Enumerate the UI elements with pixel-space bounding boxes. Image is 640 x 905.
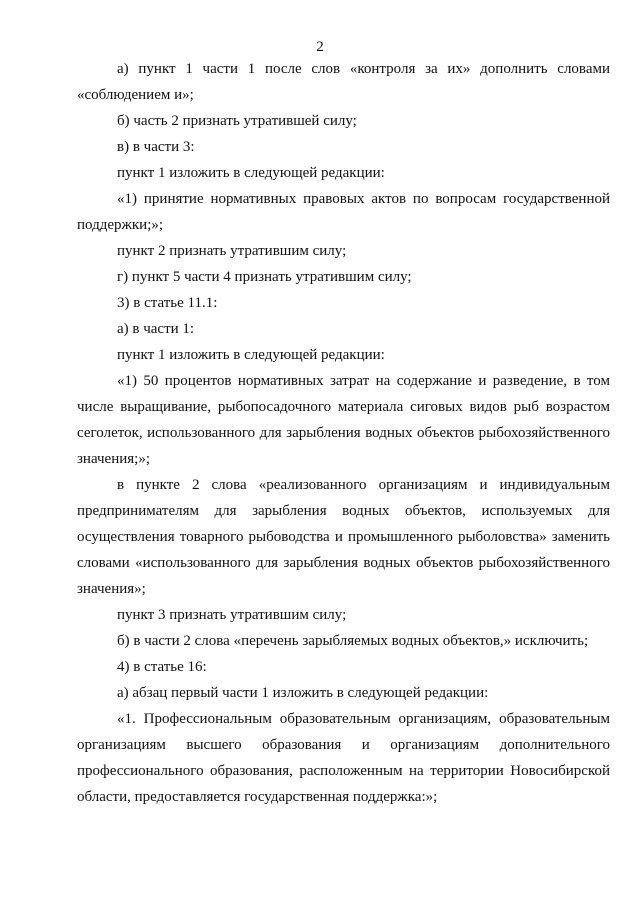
document-body <box>77 56 610 810</box>
paragraph: а) пункт 1 части 1 после слов «контроля за их» дополнить словами «соблюдением и»; <box>77 61 610 103</box>
paragraph: в пункте 2 слова «реализованного организациям и индивидуальным предпринимателям для зарыбления водных объектов, используемых для осуществления товарного рыбоводства и промышленного рыболовства» заменить словами «использованного для зарыбления водных объектов рыбохозяйственного значения»; <box>77 477 610 597</box>
paragraph: б) в части 2 слова «перечень зарыбляемых водных объектов,» исключить; <box>117 633 589 649</box>
paragraph: «1. Профессиональным образовательным организациям, образовательным организациям высшего образования и организациям дополнительного профессионального образования, расположенным на территории Новосибирской области, предоставляется государственная поддержка:»; <box>77 711 610 805</box>
paragraph: г) пункт 5 части 4 признать утратившим силу; <box>117 269 412 285</box>
paragraph: б) часть 2 признать утратившей силу; <box>117 113 357 129</box>
paragraph: пункт 1 изложить в следующей редакции: <box>117 165 385 181</box>
paragraph: а) абзац первый части 1 изложить в следующей редакции: <box>117 685 489 701</box>
paragraph: в) в части 3: <box>117 139 195 155</box>
page-number: 2 <box>316 39 324 55</box>
paragraph: «1) принятие нормативных правовых актов по вопросам государственной поддержки;»; <box>77 191 610 233</box>
paragraph: 4) в статье 16: <box>117 659 207 675</box>
paragraph: пункт 1 изложить в следующей редакции: <box>117 347 385 363</box>
paragraph: пункт 2 признать утратившим силу; <box>117 243 347 259</box>
paragraph: а) в части 1: <box>117 321 195 337</box>
paragraph: 3) в статье 11.1: <box>117 295 218 311</box>
paragraph: «1) 50 процентов нормативных затрат на содержание и разведение, в том числе выращивание, рыбопосадочного материала сиговых видов рыб возрастом сеголеток, использованного для зарыбления водных объектов рыбохозяйственного значения;»; <box>77 373 610 467</box>
paragraph: пункт 3 признать утратившим силу; <box>117 607 347 623</box>
